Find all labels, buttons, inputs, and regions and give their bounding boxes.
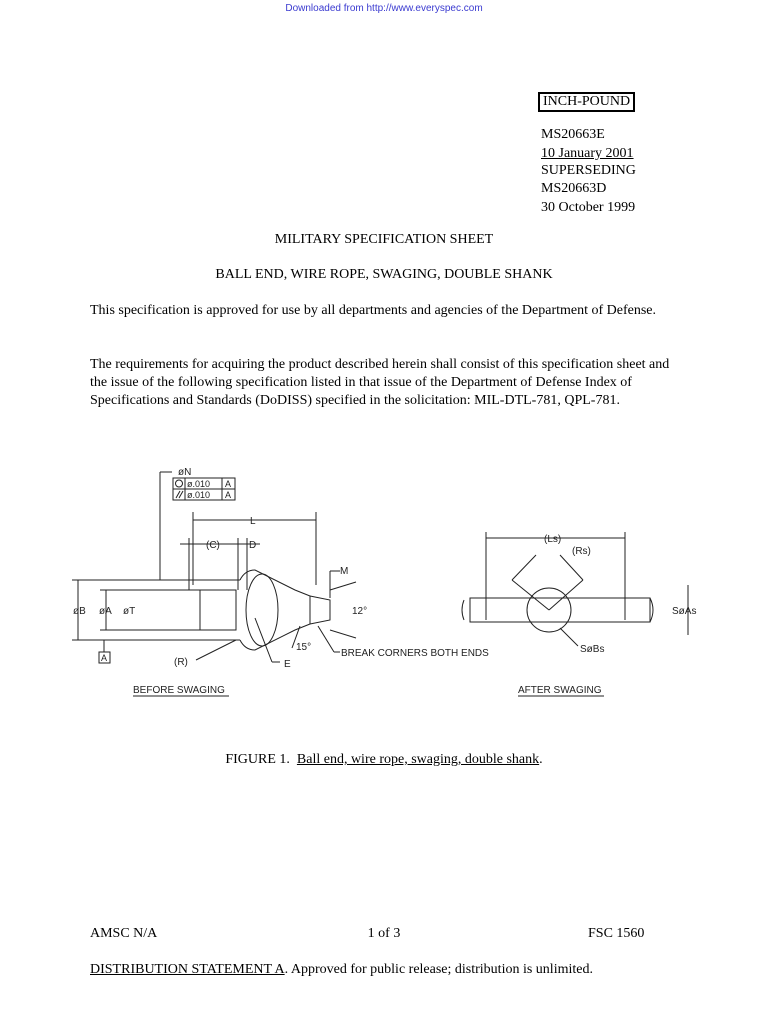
distribution-statement	[90, 961, 593, 979]
before-swaging-view	[72, 472, 356, 696]
before-swaging-labels	[73, 467, 489, 696]
figure-title: Ball end, wire rope, swaging, double shank	[296, 752, 540, 767]
radius-r-label: (R)	[174, 657, 188, 668]
download-banner	[0, 3, 768, 14]
dim-e-label: E	[284, 659, 291, 670]
approval-paragraph: This specification is approved for use by all departments and agencies of the Department of Defense.	[90, 303, 657, 318]
dia-t-label: øT	[123, 606, 136, 617]
superseded-date: 30 October 1999	[541, 200, 636, 215]
after-swaging-labels	[518, 534, 696, 696]
dia-sas-label: SøAs	[672, 606, 697, 617]
figure-prefix: FIGURE 1.	[225, 752, 290, 767]
after-swaging-caption: AFTER SWAGING	[518, 685, 602, 696]
tolerance-value-2: ø.010	[187, 490, 211, 500]
dim-m-label: M	[340, 566, 349, 577]
download-link[interactable]: Downloaded from http://www.everyspec.com	[285, 3, 483, 14]
angle-15-label: 15°	[296, 642, 312, 653]
dia-b-label: øB	[73, 606, 86, 617]
amsc-label: AMSC N/A	[90, 926, 158, 941]
figure-period: .	[539, 752, 543, 767]
length-ls-label: (Ls)	[544, 534, 562, 545]
figure-caption	[0, 751, 768, 769]
datum-ref-1: A	[225, 479, 232, 489]
fsc-label: FSC 1560	[588, 926, 645, 941]
length-l-label: L	[250, 516, 256, 527]
superseding-label: SUPERSEDING	[541, 163, 636, 178]
datum-ref-2: A	[225, 490, 232, 500]
doc-number: MS20663E	[541, 127, 605, 142]
distribution-text: . Approved for public release; distribution is unlimited.	[284, 962, 593, 977]
doc-date: 10 January 2001	[541, 146, 634, 161]
dim-c-label: (C)	[206, 540, 220, 551]
tolerance-value-1: ø.010	[187, 479, 211, 489]
sheet-title: MILITARY SPECIFICATION SHEET	[274, 232, 494, 247]
break-corners-label: BREAK CORNERS BOTH ENDS	[341, 648, 489, 659]
datum-a-label: A	[101, 653, 108, 663]
page-number: 1 of 3	[367, 926, 401, 941]
superseded-number: MS20663D	[541, 181, 607, 196]
dia-a-label: øA	[99, 606, 112, 617]
dim-d-label: D	[249, 540, 257, 551]
before-swaging-caption: BEFORE SWAGING	[133, 685, 225, 696]
angle-12-label: 12°	[352, 606, 368, 617]
dia-n-label: øN	[178, 467, 192, 478]
inch-pound-box: INCH-POUND	[538, 92, 635, 112]
radius-rs-label: (Rs)	[572, 546, 591, 557]
dia-sbs-label: SøBs	[580, 644, 605, 655]
distribution-label: DISTRIBUTION STATEMENT A	[90, 962, 285, 977]
subject-title: BALL END, WIRE ROPE, SWAGING, DOUBLE SHANK	[215, 267, 553, 282]
requirements-paragraph: The requirements for acquiring the product described herein shall consist of this specification sheet and the issue of the following specification listed in that issue of the Department of Defense Index of Specifications and Standards (DoDISS) specified in the solicitation: MIL-DTL-781, QPL-781.	[90, 357, 670, 408]
figure-drawing	[0, 440, 768, 710]
